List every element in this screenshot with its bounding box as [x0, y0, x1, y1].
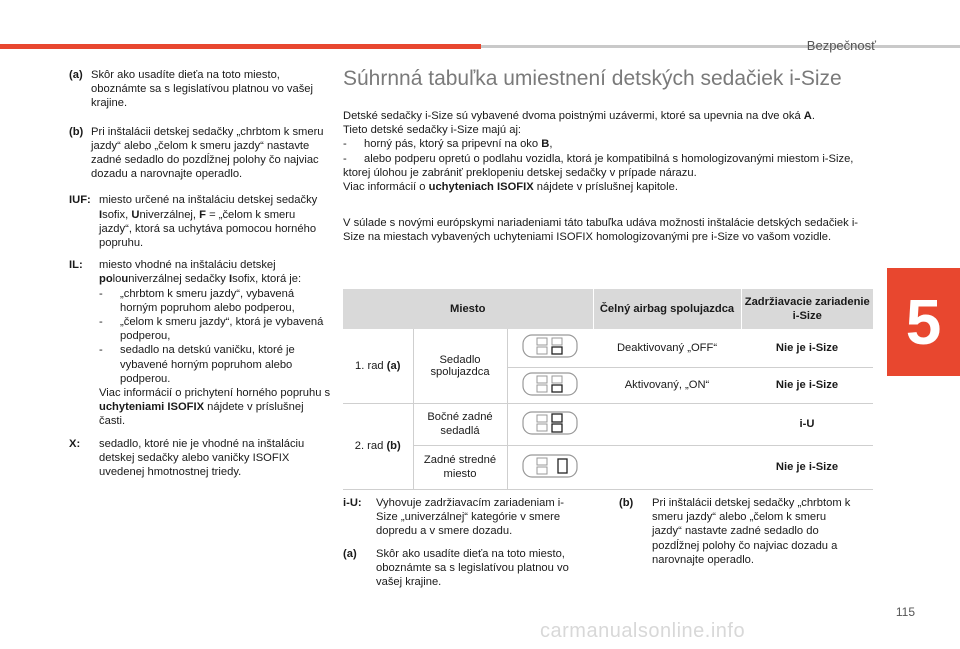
regulation-paragraph: V súlade s novými európskymi nariadeniami táto tabuľka udáva možnosti inštalácie detských sedačiek i-Size na miestach vybavených uchyteniami ISOFIX homologizovanými pre i-Size vo vašom vozidle.: [343, 217, 859, 244]
header-rule: [481, 45, 960, 48]
note-a: (a) Skôr ako usadíte dieťa na toto miesto, oboznámte sa s legislatívou platnou vo vašej krajine.: [343, 547, 569, 589]
list-item: - „chrbtom k smeru jazdy“, vybavená horným popruhom alebo podperou,: [99, 287, 295, 314]
main-content: [343, 66, 873, 261]
page-number: 115: [895, 605, 915, 619]
car-front-seat-icon: [520, 370, 580, 398]
section-title: Bezpečnosť: [806, 38, 876, 53]
chapter-tab: 5: [887, 268, 960, 376]
note-b: (b) Pri inštalácii detskej sedačky „chrbtom k smeru jazdy“ alebo „čelom k smeru jazdy“ nastavte zadné sedadlo do pozdĺžnej polohy čo najviac dozadu a narovnajte operadlo.: [619, 497, 851, 566]
car-rear-side-seats-icon: [520, 409, 580, 437]
table-row: Zadné stredné miesto Nie je i-Size: [343, 445, 873, 489]
definition-iuf: IUF: miesto určené na inštaláciu detskej sedačky Isofix, Univerzálnej, F = „čelom k smeru jazdy“, ktorá sa uchytáva pomocou horného popruhu.: [69, 194, 318, 250]
definition-il: IL: miesto vhodné na inštaláciu detskej polouniverzálnej sedačky Isofix, ktorá je: - „chrbtom k smeru jazdy“, vybavená horným popruhom alebo podperou, - „čelom k smeru jazdy“, ktorá je vybavená podperou, - sedadlo na detskú vaničku, ktoré je vybavené horným popruhom alebo podperou. Viac informácií o prichytení horného popruhu s uchyteniami ISOFIX nájdete v príslušnej časti.: [69, 259, 331, 428]
watermark: carmanualsonline.info: [540, 620, 746, 642]
car-front-seat-icon: [520, 332, 580, 360]
footnote-a: (a) Skôr ako usadíte dieťa na toto miesto, oboznámte sa s legislatívou platnou vo vašej krajine.: [69, 69, 314, 110]
list-item: - „čelom k smeru jazdy“, ktorá je vybavená podperou,: [99, 316, 324, 343]
list-item: - sedadlo na detskú vaničku, ktoré je vybavené horným popruhom alebo podperou.: [99, 344, 295, 385]
left-column: [69, 68, 331, 487]
intro-paragraph: Detské sedačky i-Size sú vybavené dvoma poistnými uzávermi, ktoré sa upevnia na dve oká A. Tieto detské sedačky i-Size majú aj: - horný pás, ktorý sa pripevní na oko B, - alebo podperu opretú o podlahu vozidla, ktorá je kompatibilná s homologizovanými miestom i-Size, ktorej úlohou je zabrániť preklopeniu detskej sedačky v prípade nárazu. Viac informácií o uchyteniach ISOFIX nájdete v príslušnej kapitole.: [343, 110, 854, 194]
isize-table: [343, 289, 873, 490]
note-iu: i-U: Vyhovuje zadržiavacím zariadeniam i-Size „univerzálnej“ kategórie v smere dopredu a v smere dozadu.: [343, 497, 564, 538]
header-accent-bar: [0, 44, 481, 49]
page-title: Súhrnná tabuľka umiestnení detských sedačiek i-Size: [343, 67, 842, 90]
footnote-b: (b) Pri inštalácii detskej sedačky „chrbtom k smeru jazdy“ alebo „čelom k smeru jazdy“ nastavte zadné sedadlo do pozdĺžnej polohy čo najviac dozadu a narovnajte operadlo.: [69, 125, 324, 181]
table-row: 2. rad (b) Bočné zadné sedadlá i-U: [343, 403, 873, 445]
table-row: Aktivovaný, „ON“ Nie je i-Size: [343, 367, 873, 403]
table-header-row: Miesto Čelný airbag spolujazdca Zadržiavacie zariadenie i-Size: [343, 289, 873, 329]
car-rear-center-seat-icon: [520, 452, 580, 480]
definition-x: X: sedadlo, ktoré nie je vhodné na inštaláciu detskej sedačky alebo vaničky ISOFIX uvedenej hmotnostnej triedy.: [69, 437, 305, 479]
table-row: 1. rad (a) Sedadlo spolujazdca Deaktivovaný „OFF“ Nie je i-Size: [343, 329, 873, 367]
